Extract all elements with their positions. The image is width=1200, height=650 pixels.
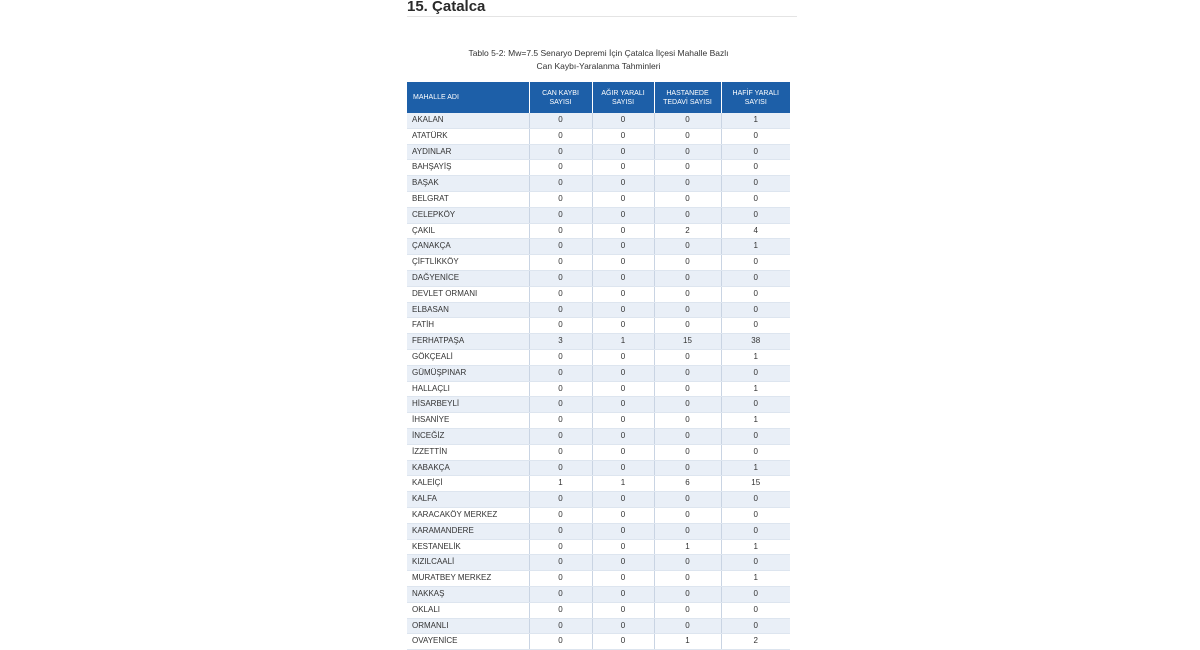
neighborhood-name: İZZETTİN <box>407 444 529 460</box>
minor-injury-count: 2 <box>721 634 790 650</box>
deaths-count: 0 <box>529 318 592 334</box>
neighborhood-name: KABAKÇA <box>407 460 529 476</box>
table-row <box>407 302 790 318</box>
deaths-count: 0 <box>529 381 592 397</box>
hospital-treatment-count: 0 <box>654 318 721 334</box>
deaths-count: 0 <box>529 618 592 634</box>
minor-injury-count: 0 <box>721 602 790 618</box>
hospital-treatment-count: 0 <box>654 302 721 318</box>
hospital-treatment-count: 0 <box>654 381 721 397</box>
deaths-count: 0 <box>529 492 592 508</box>
deaths-count: 0 <box>529 634 592 650</box>
deaths-count: 0 <box>529 191 592 207</box>
minor-injury-count: 0 <box>721 428 790 444</box>
neighborhood-name: CELEPKÖY <box>407 207 529 223</box>
table-caption-line2: Can Kaybı-Yaralanma Tahminleri <box>536 61 661 71</box>
deaths-count: 0 <box>529 507 592 523</box>
deaths-count: 0 <box>529 128 592 144</box>
hospital-treatment-count: 0 <box>654 507 721 523</box>
severe-injury-count: 0 <box>592 349 654 365</box>
hospital-treatment-count: 0 <box>654 160 721 176</box>
column-header-line: CAN KAYBI <box>542 89 579 97</box>
column-header-line: AĞIR YARALI <box>601 89 645 97</box>
severe-injury-count: 0 <box>592 223 654 239</box>
deaths-count: 0 <box>529 176 592 192</box>
hospital-treatment-count: 0 <box>654 176 721 192</box>
severe-injury-count: 0 <box>592 413 654 429</box>
deaths-count: 0 <box>529 223 592 239</box>
deaths-count: 1 <box>529 476 592 492</box>
hospital-treatment-count: 0 <box>654 571 721 587</box>
minor-injury-count: 0 <box>721 586 790 602</box>
table-row <box>407 318 790 334</box>
minor-injury-count: 0 <box>721 302 790 318</box>
minor-injury-count: 0 <box>721 397 790 413</box>
column-header-deaths <box>529 82 592 113</box>
deaths-count: 0 <box>529 302 592 318</box>
neighborhood-name: AKALAN <box>407 113 529 128</box>
deaths-count: 0 <box>529 428 592 444</box>
casualty-table <box>407 82 790 650</box>
severe-injury-count: 0 <box>592 270 654 286</box>
minor-injury-count: 0 <box>721 318 790 334</box>
minor-injury-count: 1 <box>721 239 790 255</box>
hospital-treatment-count: 0 <box>654 555 721 571</box>
hospital-treatment-count: 0 <box>654 444 721 460</box>
minor-injury-count: 0 <box>721 160 790 176</box>
neighborhood-name: ÇAKIL <box>407 223 529 239</box>
deaths-count: 0 <box>529 571 592 587</box>
neighborhood-name: ORMANLI <box>407 618 529 634</box>
column-header-name <box>407 82 529 113</box>
deaths-count: 0 <box>529 602 592 618</box>
severe-injury-count: 0 <box>592 492 654 508</box>
hospital-treatment-count: 0 <box>654 602 721 618</box>
table-row <box>407 571 790 587</box>
severe-injury-count: 0 <box>592 618 654 634</box>
neighborhood-name: FERHATPAŞA <box>407 334 529 350</box>
minor-injury-count: 0 <box>721 144 790 160</box>
table-row <box>407 381 790 397</box>
table-row <box>407 223 790 239</box>
table-body <box>407 113 790 650</box>
hospital-treatment-count: 0 <box>654 286 721 302</box>
severe-injury-count: 0 <box>592 602 654 618</box>
neighborhood-name: MURATBEY MERKEZ <box>407 571 529 587</box>
deaths-count: 0 <box>529 413 592 429</box>
severe-injury-count: 0 <box>592 571 654 587</box>
column-header-line: SAYISI <box>744 98 767 106</box>
neighborhood-name: BAHŞAYİŞ <box>407 160 529 176</box>
table-row <box>407 476 790 492</box>
neighborhood-name: ÇANAKÇA <box>407 239 529 255</box>
neighborhood-name: DEVLET ORMANI <box>407 286 529 302</box>
severe-injury-count: 0 <box>592 191 654 207</box>
table-row <box>407 270 790 286</box>
deaths-count: 0 <box>529 270 592 286</box>
hospital-treatment-count: 0 <box>654 128 721 144</box>
severe-injury-count: 1 <box>592 334 654 350</box>
table-row <box>407 586 790 602</box>
deaths-count: 0 <box>529 286 592 302</box>
table-row <box>407 428 790 444</box>
severe-injury-count: 0 <box>592 397 654 413</box>
column-header-minor <box>721 82 790 113</box>
severe-injury-count: 0 <box>592 239 654 255</box>
table-row <box>407 492 790 508</box>
minor-injury-count: 0 <box>721 270 790 286</box>
hospital-treatment-count: 1 <box>654 539 721 555</box>
severe-injury-count: 0 <box>592 113 654 128</box>
neighborhood-name: ÇİFTLİKKÖY <box>407 255 529 271</box>
column-header-line: MAHALLE ADI <box>413 94 459 101</box>
minor-injury-count: 0 <box>721 207 790 223</box>
severe-injury-count: 0 <box>592 428 654 444</box>
hospital-treatment-count: 2 <box>654 223 721 239</box>
neighborhood-name: İNCEĞİZ <box>407 428 529 444</box>
hospital-treatment-count: 0 <box>654 270 721 286</box>
severe-injury-count: 0 <box>592 160 654 176</box>
hospital-treatment-count: 0 <box>654 413 721 429</box>
hospital-treatment-count: 0 <box>654 618 721 634</box>
table-row <box>407 239 790 255</box>
severe-injury-count: 0 <box>592 302 654 318</box>
table-row <box>407 555 790 571</box>
section-title: 15. Çatalca <box>407 0 486 15</box>
column-header-line: SAYISI <box>611 98 635 106</box>
table-row <box>407 255 790 271</box>
minor-injury-count: 0 <box>721 128 790 144</box>
minor-injury-count: 15 <box>721 476 790 492</box>
severe-injury-count: 0 <box>592 523 654 539</box>
deaths-count: 0 <box>529 555 592 571</box>
severe-injury-count: 0 <box>592 176 654 192</box>
hospital-treatment-count: 0 <box>654 349 721 365</box>
severe-injury-count: 0 <box>592 365 654 381</box>
table-row <box>407 460 790 476</box>
severe-injury-count: 0 <box>592 207 654 223</box>
minor-injury-count: 0 <box>721 492 790 508</box>
neighborhood-name: KARACAKÖY MERKEZ <box>407 507 529 523</box>
hospital-treatment-count: 0 <box>654 207 721 223</box>
title-divider <box>407 16 797 17</box>
severe-injury-count: 0 <box>592 318 654 334</box>
severe-injury-count: 0 <box>592 634 654 650</box>
minor-injury-count: 1 <box>721 460 790 476</box>
minor-injury-count: 1 <box>721 113 790 128</box>
severe-injury-count: 0 <box>592 286 654 302</box>
hospital-treatment-count: 15 <box>654 334 721 350</box>
minor-injury-count: 0 <box>721 444 790 460</box>
neighborhood-name: KALEİÇİ <box>407 476 529 492</box>
severe-injury-count: 0 <box>592 539 654 555</box>
minor-injury-count: 0 <box>721 255 790 271</box>
minor-injury-count: 0 <box>721 191 790 207</box>
minor-injury-count: 0 <box>721 365 790 381</box>
neighborhood-name: AYDINLAR <box>407 144 529 160</box>
severe-injury-count: 0 <box>592 255 654 271</box>
minor-injury-count: 38 <box>721 334 790 350</box>
deaths-count: 0 <box>529 397 592 413</box>
neighborhood-name: NAKKAŞ <box>407 586 529 602</box>
table-caption-line1: Tablo 5-2: Mw=7.5 Senaryo Depremi İçin Çatalca İlçesi Mahalle Bazlı <box>468 48 729 58</box>
neighborhood-name: FATİH <box>407 318 529 334</box>
neighborhood-name: KESTANELİK <box>407 539 529 555</box>
table-row <box>407 349 790 365</box>
neighborhood-name: ELBASAN <box>407 302 529 318</box>
deaths-count: 0 <box>529 239 592 255</box>
table-header-row <box>407 82 790 113</box>
deaths-count: 0 <box>529 539 592 555</box>
neighborhood-name: HALLAÇLI <box>407 381 529 397</box>
minor-injury-count: 0 <box>721 618 790 634</box>
hospital-treatment-count: 1 <box>654 634 721 650</box>
hospital-treatment-count: 0 <box>654 239 721 255</box>
severe-injury-count: 0 <box>592 586 654 602</box>
minor-injury-count: 0 <box>721 507 790 523</box>
minor-injury-count: 0 <box>721 176 790 192</box>
severe-injury-count: 0 <box>592 460 654 476</box>
neighborhood-name: BELGRAT <box>407 191 529 207</box>
hospital-treatment-count: 0 <box>654 460 721 476</box>
neighborhood-name: İHSANİYE <box>407 413 529 429</box>
table-row <box>407 207 790 223</box>
table-row <box>407 507 790 523</box>
table-row <box>407 397 790 413</box>
table-header <box>407 82 790 113</box>
neighborhood-name: GÖKÇEALİ <box>407 349 529 365</box>
neighborhood-name: OKLALI <box>407 602 529 618</box>
table-row <box>407 602 790 618</box>
neighborhood-name: GÜMÜŞPINAR <box>407 365 529 381</box>
minor-injury-count: 1 <box>721 349 790 365</box>
neighborhood-name: BAŞAK <box>407 176 529 192</box>
table-row <box>407 634 790 650</box>
neighborhood-name: ATATÜRK <box>407 128 529 144</box>
minor-injury-count: 4 <box>721 223 790 239</box>
table-row <box>407 444 790 460</box>
hospital-treatment-count: 0 <box>654 113 721 128</box>
table-row <box>407 286 790 302</box>
minor-injury-count: 1 <box>721 539 790 555</box>
column-header-hospital <box>654 82 721 113</box>
hospital-treatment-count: 0 <box>654 191 721 207</box>
table-row <box>407 413 790 429</box>
hospital-treatment-count: 0 <box>654 428 721 444</box>
severe-injury-count: 0 <box>592 507 654 523</box>
column-header-severe <box>592 82 654 113</box>
minor-injury-count: 1 <box>721 413 790 429</box>
hospital-treatment-count: 0 <box>654 523 721 539</box>
table-row <box>407 160 790 176</box>
minor-injury-count: 1 <box>721 571 790 587</box>
neighborhood-name: KARAMANDERE <box>407 523 529 539</box>
column-header-line: HASTANEDE <box>666 89 709 97</box>
minor-injury-count: 1 <box>721 381 790 397</box>
table-caption <box>407 47 790 73</box>
hospital-treatment-count: 0 <box>654 492 721 508</box>
hospital-treatment-count: 6 <box>654 476 721 492</box>
deaths-count: 0 <box>529 255 592 271</box>
neighborhood-name: KALFA <box>407 492 529 508</box>
minor-injury-count: 0 <box>721 555 790 571</box>
deaths-count: 0 <box>529 523 592 539</box>
deaths-count: 0 <box>529 365 592 381</box>
table-row <box>407 539 790 555</box>
hospital-treatment-count: 0 <box>654 397 721 413</box>
minor-injury-count: 0 <box>721 286 790 302</box>
table-row <box>407 618 790 634</box>
severe-injury-count: 0 <box>592 128 654 144</box>
severe-injury-count: 0 <box>592 144 654 160</box>
deaths-count: 3 <box>529 334 592 350</box>
deaths-count: 0 <box>529 349 592 365</box>
hospital-treatment-count: 0 <box>654 255 721 271</box>
deaths-count: 0 <box>529 144 592 160</box>
deaths-count: 0 <box>529 586 592 602</box>
minor-injury-count: 0 <box>721 523 790 539</box>
neighborhood-name: HİSARBEYLİ <box>407 397 529 413</box>
neighborhood-name: OVAYENİCE <box>407 634 529 650</box>
deaths-count: 0 <box>529 160 592 176</box>
table-row <box>407 365 790 381</box>
severe-injury-count: 0 <box>592 555 654 571</box>
column-header-line: HAFİF YARALI <box>732 89 779 97</box>
table-row <box>407 144 790 160</box>
deaths-count: 0 <box>529 207 592 223</box>
hospital-treatment-count: 0 <box>654 144 721 160</box>
neighborhood-name: KIZILCAALİ <box>407 555 529 571</box>
table-row <box>407 191 790 207</box>
severe-injury-count: 0 <box>592 444 654 460</box>
table-row <box>407 523 790 539</box>
table-row <box>407 176 790 192</box>
hospital-treatment-count: 0 <box>654 586 721 602</box>
neighborhood-name: DAĞYENİCE <box>407 270 529 286</box>
hospital-treatment-count: 0 <box>654 365 721 381</box>
table-row <box>407 128 790 144</box>
severe-injury-count: 1 <box>592 476 654 492</box>
severe-injury-count: 0 <box>592 381 654 397</box>
table-row <box>407 113 790 128</box>
deaths-count: 0 <box>529 444 592 460</box>
deaths-count: 0 <box>529 460 592 476</box>
deaths-count: 0 <box>529 113 592 128</box>
table-row <box>407 334 790 350</box>
column-header-line: TEDAVİ SAYISI <box>663 98 712 106</box>
column-header-line: SAYISI <box>549 98 572 106</box>
